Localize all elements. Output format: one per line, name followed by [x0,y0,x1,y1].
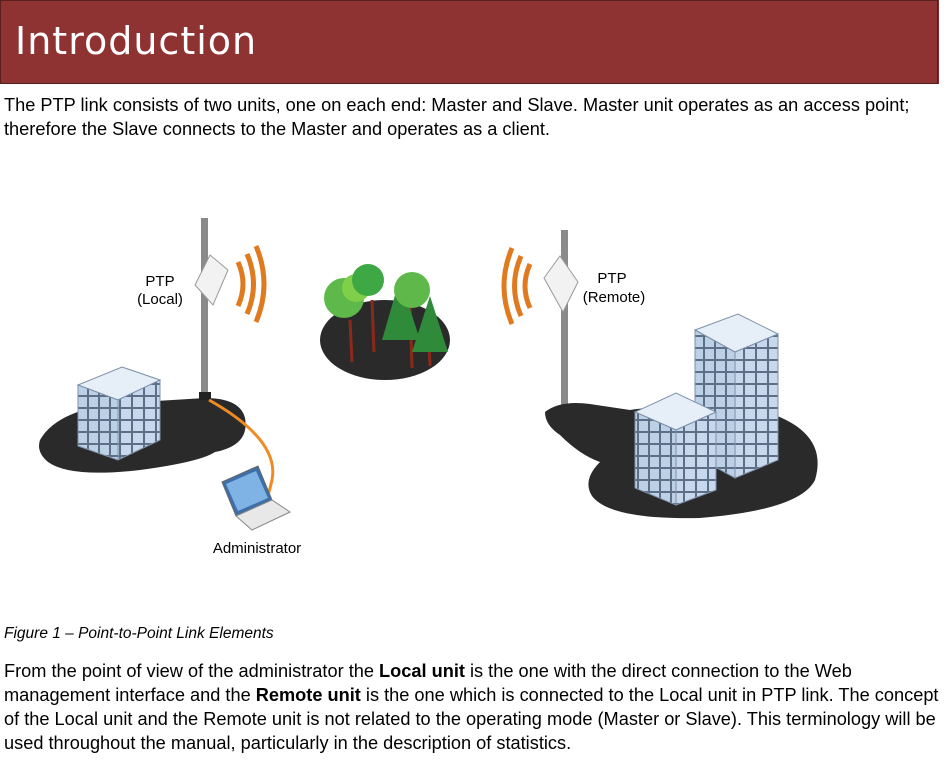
body-text-3: is the one which is connected to the Local unit in PTP link. The concept of the Local unit and the Remote unit is not related to the operating mode (Master or Slave). This terminology will be used throughout the manual, particularly in the description of statistics. [4,685,939,753]
remote-label-line2: (Remote) [582,289,646,306]
local-unit-term: Local unit [379,661,465,681]
section-header-banner [0,0,938,84]
figure-caption: Figure 1 – Point-to-Point Link Elements [4,625,274,642]
remote-label-line1: PTP [597,270,627,287]
intro-paragraph: The PTP link consists of two units, one on each end: Master and Slave. Master unit operates as an access point; therefore the Slave connects to the Master and operates as a client. [4,95,910,139]
body-text-1: From the point of view of the administrator the [4,661,380,681]
remote-site [545,314,818,518]
local-site [39,367,246,473]
local-ptp-unit [195,218,264,400]
local-label-line2: (Local) [137,291,183,308]
body-paragraph [4,659,944,755]
remote-unit-term: Remote unit [255,685,361,705]
local-label-line1: PTP [145,273,175,290]
ptp-link-diagram [0,160,950,590]
forest-icon [320,264,450,380]
header-edge [938,0,950,84]
laptop-icon [222,466,290,530]
admin-label: Administrator [212,540,302,557]
body-text-2: is the one with the direct connection to the Web management interface and the [4,661,852,705]
remote-ptp-unit [504,230,578,410]
section-title: Introduction [15,19,258,63]
